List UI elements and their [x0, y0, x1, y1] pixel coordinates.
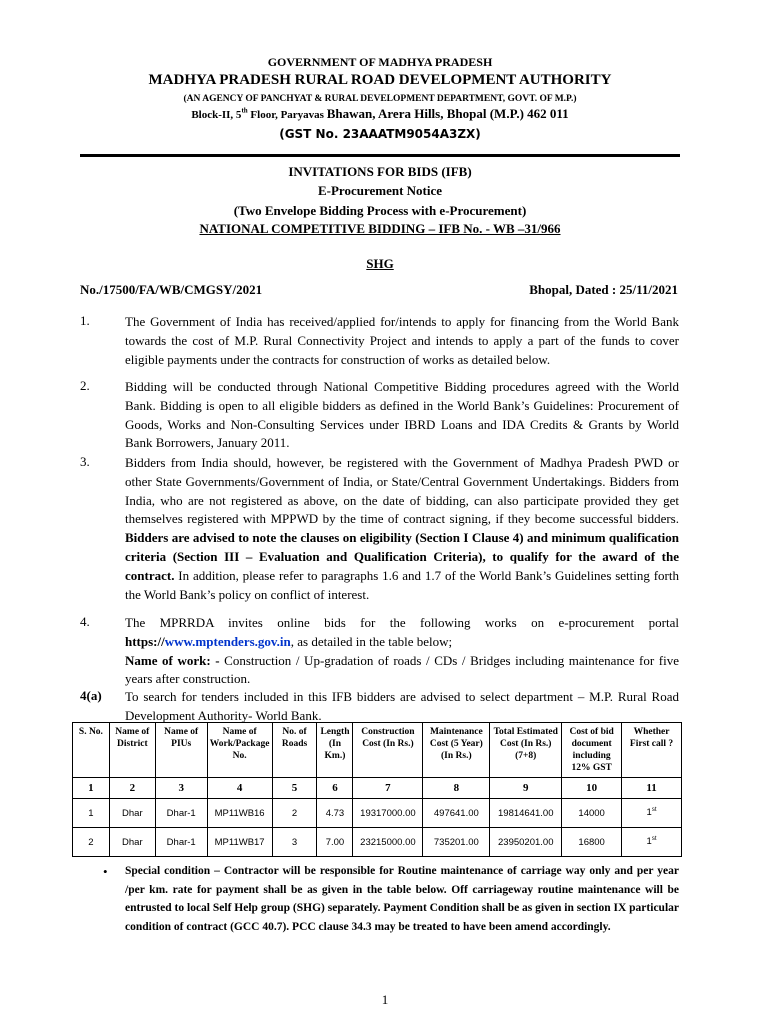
ifb-title: INVITATIONS FOR BIDS (IFB)	[288, 164, 472, 179]
table-cell: 10	[562, 778, 622, 799]
table-cell: 497641.00	[423, 799, 490, 828]
table-header: Construction Cost (In Rs.)	[353, 723, 423, 778]
table-cell: 23215000.00	[353, 828, 423, 857]
table-cell: 1st	[622, 799, 682, 828]
table-header: S. No.	[73, 723, 110, 778]
table-header: No. of Roads	[272, 723, 317, 778]
table-cell: Dhar	[109, 828, 155, 857]
bidding-process: (Two Envelope Bidding Process with e-Procurement)	[233, 203, 527, 218]
shg-label: SHG	[366, 256, 394, 271]
table-cell: 3	[272, 828, 317, 857]
special-condition: Special condition – Contractor will be responsible for Routine maintenance of carriage way only and per year /per km. rate for payment shall be as given in the table below. Off carriageway routine maintenance will be entrusted to local Self Help group (SHG) separately. Payment Condition shall be as given in section IX particular condition of contract (GCC 40.7). PCC clause 34.3 may be treated to have been amend accordingly.	[125, 865, 679, 933]
table-cell: 2	[73, 828, 110, 857]
table-cell: 3	[155, 778, 207, 799]
paragraph-2: Bidding will be conducted through National Competitive Bidding procedures agreed with the World Bank. Bidding is open to all eligible bidders as defined in the World Bank’s Guidelines: Procurement of Goods, Works and Non-Consulting Services under IBRD Loans and IDA Credits & Grants by World Bank Borrowers, January 2011.	[125, 379, 679, 451]
table-cell: 8	[423, 778, 490, 799]
table-header: Cost of bid document including 12% GST	[562, 723, 622, 778]
table-cell: 11	[622, 778, 682, 799]
works-table	[72, 722, 682, 857]
reference-date: Bhopal, Dated : 25/11/2021	[529, 282, 678, 297]
table-cell: 4.73	[317, 799, 353, 828]
office-address: Block-II, 5th Floor, Paryavas Bhawan, Arera Hills, Bhopal (M.P.) 462 011	[191, 106, 569, 121]
bullet-icon: •	[103, 864, 108, 879]
paragraph-4: The MPRRDA invites online bids for the following works on e-procurement portal https://www.mptenders.gov.in, as detailed in the table below; Name of work: - Construction / Up-gradation of roads / CDs / Bridges including maintenance for five years after construction.	[125, 615, 679, 687]
table-header: Whether First call ?	[622, 723, 682, 778]
table-cell: 735201.00	[423, 828, 490, 857]
table-cell: 6	[317, 778, 353, 799]
table-header: Name of PIUs	[155, 723, 207, 778]
table-cell: 16800	[562, 828, 622, 857]
table-cell: 2	[109, 778, 155, 799]
table-cell: 5	[272, 778, 317, 799]
table-cell: 23950201.00	[490, 828, 562, 857]
table-cell: 7	[353, 778, 423, 799]
table-cell: Dhar-1	[155, 799, 207, 828]
table-header-row	[73, 723, 682, 778]
table-cell: 4	[207, 778, 272, 799]
table-cell: 19317000.00	[353, 799, 423, 828]
government-heading: GOVERNMENT OF MADHYA PRADESH	[267, 55, 493, 69]
ifb-number: NATIONAL COMPETITIVE BIDDING – IFB No. - WB –31/966	[199, 221, 561, 236]
table-header: Total Estimated Cost (In Rs.) (7+8)	[490, 723, 562, 778]
page-number: 1	[381, 992, 389, 1007]
table-header: Maintenance Cost (5 Year) (In Rs.)	[423, 723, 490, 778]
para-number-3: 3.	[80, 454, 90, 469]
paragraph-4a: To search for tenders included in this IFB bidders are advised to select department – M.P. Rural Road Development Authority- World Bank.	[125, 689, 679, 723]
mptenders-link[interactable]: www.mptenders.gov.in	[164, 633, 291, 649]
table-cell: 14000	[562, 799, 622, 828]
table-header: Name of District	[109, 723, 155, 778]
para-number-4: 4.	[80, 614, 90, 629]
paragraph-3: Bidders from India should, however, be registered with the Government of Madhya Pradesh PWD or other State Governments/Government of India, or State/Central Government Undertakings. Bidders from India, who are not registered as above, on the date of bidding, can also participate provided they get themselves registered with MPPWD by the time of contract signing, if they become successful bidders. Bidders are advised to note the clauses on eligibility (Section I Clause 4) and minimum qualification criteria (Section III – Evaluation and Qualification Criteria), to qualify for the award of the contract. In addition, please refer to paragraphs 1.6 and 1.7 of the World Bank’s Guidelines setting forth the World Bank’s policy on conflict of interest.	[125, 455, 679, 602]
table-row	[73, 828, 682, 857]
reference-number: No./17500/FA/WB/CMGSY/2021	[80, 282, 263, 297]
table-cell: 1	[73, 799, 110, 828]
table-header: Name of Work/Package No.	[207, 723, 272, 778]
header-divider	[80, 154, 680, 157]
notice-type: E-Procurement Notice	[317, 183, 443, 198]
table-index-row	[73, 778, 682, 799]
table-cell: Dhar-1	[155, 828, 207, 857]
agency-subheading: (AN AGENCY OF PANCHYAT & RURAL DEVELOPMENT DEPARTMENT, GOVT. OF M.P.)	[183, 94, 577, 104]
gst-number: (GST No. 23AAATM9054A3ZX)	[279, 127, 481, 141]
paragraph-1: The Government of India has received/applied for/intends to apply for financing from the World Bank towards the cost of M.P. Rural Connectivity Project and intends to apply a part of the funds to cover eligible payments under the contracts for construction of works as detailed below.	[125, 314, 679, 367]
table-cell: MP11WB17	[207, 828, 272, 857]
authority-heading: MADHYA PRADESH RURAL ROAD DEVELOPMENT AUTHORITY	[148, 72, 612, 88]
para-number-4a: 4(a)	[80, 688, 102, 703]
table-cell: 19814641.00	[490, 799, 562, 828]
para-number-2: 2.	[80, 378, 90, 393]
para-number-1: 1.	[80, 313, 90, 328]
table-cell: 2	[272, 799, 317, 828]
table-cell: Dhar	[109, 799, 155, 828]
table-cell: 1st	[622, 828, 682, 857]
table-cell: 9	[490, 778, 562, 799]
table-cell: 7.00	[317, 828, 353, 857]
table-cell: 1	[73, 778, 110, 799]
table-header: Length (In Km.)	[317, 723, 353, 778]
table-row	[73, 799, 682, 828]
table-cell: MP11WB16	[207, 799, 272, 828]
